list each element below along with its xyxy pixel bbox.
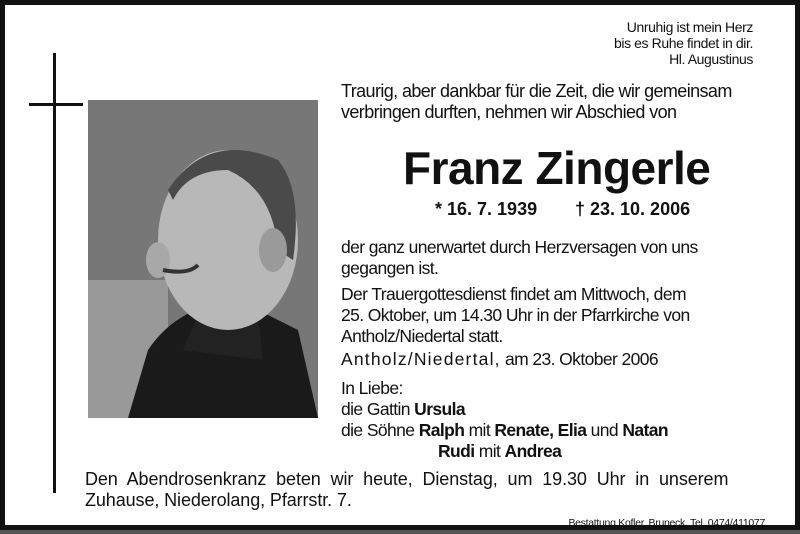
cross-icon-bar xyxy=(29,103,83,106)
family-member: Rudi xyxy=(438,441,475,461)
quote-line: bis es Ruhe findet in dir. xyxy=(613,35,753,51)
label: und xyxy=(590,420,619,440)
family-sons xyxy=(341,420,668,441)
funeral-home-footer: Bestattung Kofler, Bruneck, Tel. 0474/411077 xyxy=(568,517,765,529)
text-line: Der Trauergottesdienst findet am Mittwoch, dem xyxy=(341,284,686,304)
family-member: Ursula xyxy=(414,399,466,419)
family-heading: In Liebe: xyxy=(341,378,403,398)
place: Antholz/Niedertal, xyxy=(341,349,501,369)
intro-text xyxy=(341,81,732,123)
family-member: Ralph xyxy=(418,420,465,440)
passing-text xyxy=(341,237,698,279)
deceased-name: Franz Zingerle xyxy=(403,142,711,194)
birth-date: * 16. 7. 1939 xyxy=(435,199,538,219)
family-list xyxy=(341,378,668,462)
service-text xyxy=(341,284,690,347)
date: am 23. Oktober 2006 xyxy=(505,349,659,369)
quote-author: Hl. Augustinus xyxy=(669,51,753,67)
rosary-text xyxy=(85,469,728,511)
text-line: der ganz unerwartet durch Herzversagen von uns xyxy=(341,237,698,257)
death-date: † 23. 10. 2006 xyxy=(575,199,691,219)
family-member: Natan xyxy=(622,420,668,440)
portrait-photo xyxy=(88,100,318,418)
text-line: Den Abendrosenkranz beten wir heute, Dienstag, um 19.30 Uhr in unserem xyxy=(85,469,729,489)
quote-line: Unruhig ist mein Herz xyxy=(626,19,753,35)
label: die Söhne xyxy=(341,420,415,440)
intro-line: verbringen durften, nehmen wir Abschied von xyxy=(341,102,677,122)
intro-line: Traurig, aber dankbar für die Zeit, die wir gemeinsam xyxy=(341,81,732,101)
cross-icon xyxy=(53,53,56,493)
label: mit xyxy=(468,420,491,440)
family-son2 xyxy=(341,441,668,462)
label: mit xyxy=(478,441,501,461)
family-member: Andrea xyxy=(504,441,562,461)
text-line: Antholz/Niedertal statt. xyxy=(341,326,503,346)
text-line: Zuhause, Niederolang, Pfarrstr. 7. xyxy=(85,490,352,510)
text-line: 25. Oktober, um 14.30 Uhr in der Pfarrkirche von xyxy=(341,305,690,325)
family-wife xyxy=(341,399,668,420)
family-member: Renate, Elia xyxy=(494,420,587,440)
place-date xyxy=(341,349,658,370)
label: die Gattin xyxy=(341,399,410,419)
quote xyxy=(614,19,753,67)
text-line: gegangen ist. xyxy=(341,258,439,278)
